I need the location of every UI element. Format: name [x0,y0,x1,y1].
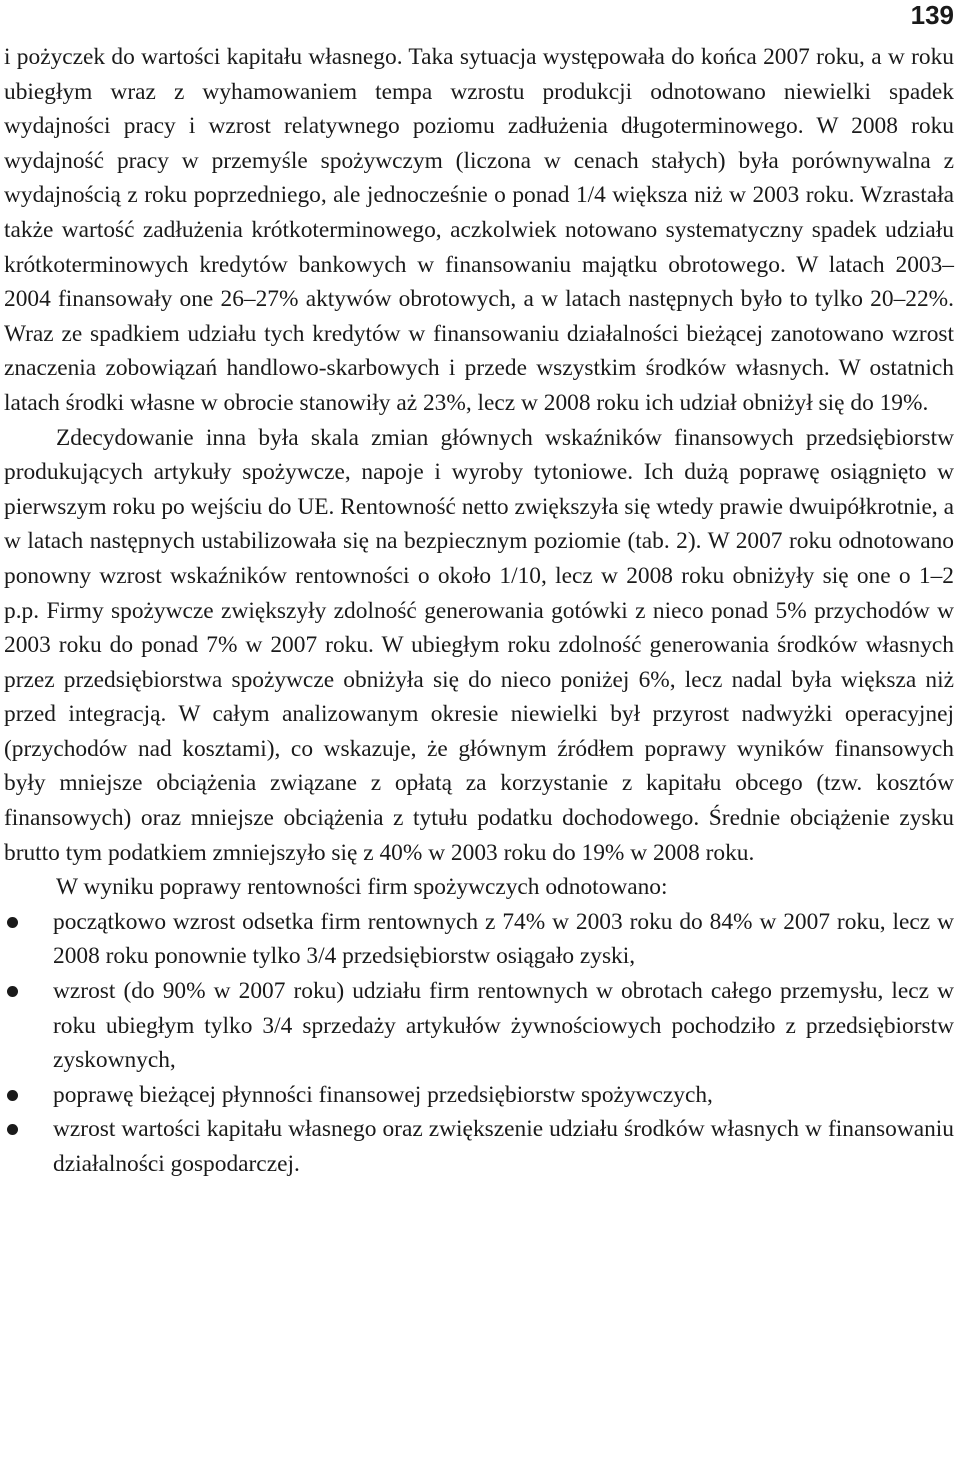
list-item-text: początkowo wzrost odsetka firm rentownych z 74% w 2003 roku do 84% w 2007 roku, lecz w 2008 roku ponownie tylko 3/4 przedsiębiorstw osiągało zyski, [53,908,954,970]
paragraph-financial-indicators: Zdecydowanie inna była skala zmian głównych wskaźników finansowych przedsiębiorstw produkujących artykuły spożywcze, napoje i wyroby tytoniowe. Ich dużą poprawę osiągnięto w pierwszym roku po wejściu do UE. Rentowność netto zwiększyła się wtedy prawie dwuipółkrotnie, a w latach następnych ustabilizowała się na bezpiecznym poziomie (tab. 2). W 2007 roku odnotowano ponowny wzrost wskaźników rentowności o około 1/10, lecz w 2008 roku obniżyły się one o 1–2 p.p. Firmy spożywcze zwiększyły zdolność generowania gotówki z nieco ponad 5% przychodów w 2003 roku do ponad 7% w 2007 roku. W ubiegłym roku zdolność generowania środków własnych przez przedsiębiorstwa spożywcze obniżyła się do nieco poniżej 6%, lecz nadal była większa niż przed integracją. W całym analizowanym okresie niewielki był przyrost nadwyżki operacyjnej (przychodów nad kosztami), co wskazuje, że głównym źródłem poprawy wyników finansowych były mniejsze obciążenia związane z opłatą za korzystanie z kapitału obcego (tzw. kosztów finansowych) oraz mniejsze obciążenia z tytułu podatku dochodowego. Średnie obciążenie zysku brutto tym podatkiem zmniejszyło się z 40% w 2003 roku do 19% w 2008 roku. [4,424,954,866]
paragraph-continuation: i pożyczek do wartości kapitału własnego. Taka sytuacja występowała do końca 2007 roku, a w roku ubiegłym wraz z wyhamowaniem tempa wzrostu produkcji odnotowano niewielki spadek wydajności pracy i wzrost relatywnego poziomu zadłużenia długoterminowego. W 2008 roku wydajność pracy w przemyśle spożywczym (liczona w cenach stałych) była porównywalna z wydajnością z roku poprzedniego, ale jednocześnie o ponad 1/4 większa niż w 2003 roku. Wzrastała także wartość zadłużenia krótkoterminowego, aczkolwiek notowano systematyczny spadek udziału krótkoterminowych kredytów bankowych w finansowaniu majątku obrotowego. W latach 2003–2004 finansowały one 26–27% aktywów obrotowych, a w latach następnych było to tylko 20–22%. Wraz ze spadkiem udziału tych kredytów w finansowaniu działalności bieżącej zanotowano wzrost znaczenia zobowiązań handlowo-skarbowych i przede wszystkim środków własnych. W ostatnich latach środki własne w obrocie stanowiły aż 23%, lecz w 2008 roku ich udział obniżył się do 19%. [4,44,954,416]
list-item [4,905,954,974]
list-item [4,1112,954,1181]
paragraph-list-intro: W wyniku poprawy rentowności firm spożywczych odnotowano: [56,874,668,901]
list-item-text: wzrost (do 90% w 2007 roku) udziału firm rentownych w obrotach całego przemysłu, lecz w roku ubiegłym tylko 3/4 sprzedaży artykułów żywnościowych pochodziło z przedsiębiorstw zyskownych, [53,978,954,1074]
bullet-list [4,905,954,1182]
list-item-text: poprawę bieżącej płynności finansowej przedsiębiorstw spożywczych, [53,1081,713,1108]
page-number: 139 [910,0,954,30]
bullet-icon [7,1124,18,1135]
bullet-icon [7,1090,18,1101]
bullet-icon [7,986,18,997]
list-item [4,1078,954,1113]
list-item [4,974,954,1078]
list-item-text: wzrost wartości kapitału własnego oraz zwiększenie udziału środków własnych w finansowaniu działalności gospodarczej. [53,1116,954,1177]
document-body [4,40,954,1182]
bullet-icon [7,917,18,928]
